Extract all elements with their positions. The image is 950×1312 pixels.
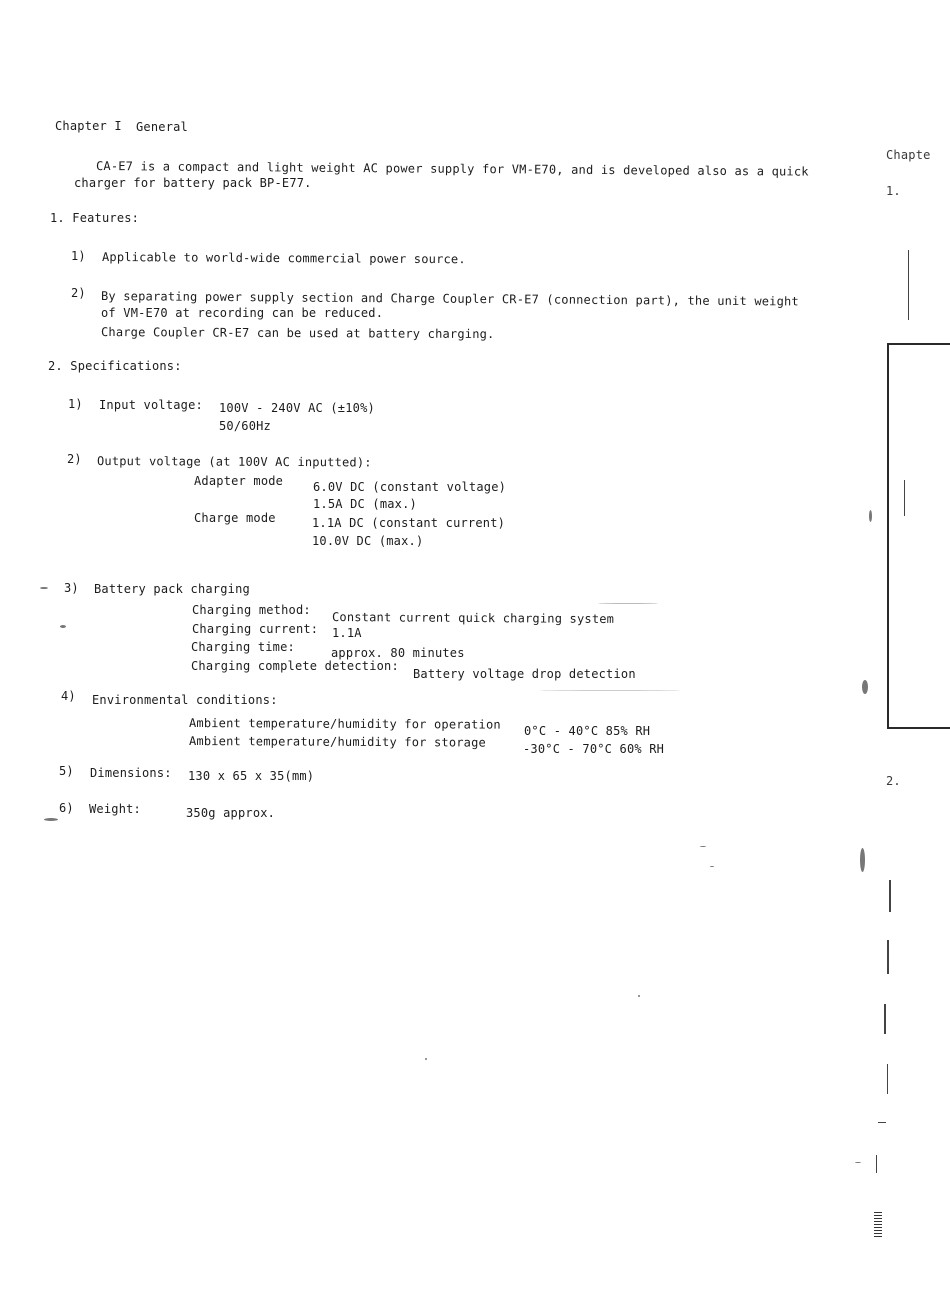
chapter-title: General — [136, 120, 188, 134]
charging-current-value: 1.1A — [332, 626, 362, 640]
edge-number-1: 1. — [886, 184, 901, 198]
features-heading: 1. Features: — [50, 211, 140, 225]
feature-1-text: Applicable to world-wide commercial power source. — [101, 250, 466, 267]
charging-time-value: approx. 80 minutes — [331, 646, 465, 660]
edge-tick-marks — [904, 480, 905, 516]
dimensions-value: 130 x 65 x 35(mm) — [188, 769, 315, 783]
charge-mode-label: Charge mode — [194, 511, 276, 525]
charging-method-value: Constant current quick charging system — [331, 610, 615, 626]
input-voltage-label: Input voltage: — [99, 398, 203, 412]
feature-2-line-3: Charge Coupler CR-E7 can be used at battery charging. — [100, 325, 495, 342]
scan-speck — [40, 587, 48, 589]
edge-frame — [887, 343, 950, 729]
output-voltage-label: Output voltage (at 100V AC inputted): — [96, 454, 372, 470]
weight-value: 350g approx. — [186, 806, 276, 820]
specs-heading: 2. Specifications: — [48, 359, 182, 373]
adapter-mode-voltage: 6.0V DC (constant voltage) — [313, 480, 507, 494]
edge-bracket — [884, 1004, 886, 1034]
chapter-label: Chapter I — [55, 119, 122, 133]
edge-bracket — [889, 880, 891, 912]
input-voltage-value: 100V - 240V AC (±10%) — [219, 401, 375, 415]
scan-speck — [598, 603, 658, 604]
operation-conditions-label: Ambient temperature/humidity for operation — [188, 716, 501, 732]
adapter-mode-current: 1.5A DC (max.) — [313, 497, 417, 511]
scan-speck — [700, 846, 706, 847]
edge-bracket — [887, 940, 889, 974]
edge-tick-marks — [908, 250, 909, 320]
edge-chapter-fragment: Chapte — [886, 148, 931, 162]
feature-2-line-1: By separating power supply section and Charge Coupler CR-E7 (connection part), the unit weight — [100, 289, 799, 309]
spec-6-number: 6) — [59, 801, 74, 815]
scan-speck — [862, 680, 868, 694]
charging-time-label: Charging time: — [191, 640, 295, 654]
charging-detection-label: Charging complete detection: — [191, 659, 399, 673]
spec-1-number: 1) — [68, 397, 83, 411]
spec-5-number: 5) — [59, 764, 74, 778]
weight-label: Weight: — [89, 802, 141, 816]
scan-speck — [638, 995, 640, 997]
operation-conditions-value: 0°C - 40°C 85% RH — [524, 724, 651, 738]
charging-detection-value: Battery voltage drop detection — [413, 667, 636, 681]
scan-speck — [44, 818, 58, 821]
scan-speck — [540, 690, 680, 691]
charge-mode-current: 1.1A DC (constant current) — [312, 516, 506, 530]
edge-bracket — [878, 1122, 886, 1123]
spec-4-number: 4) — [61, 689, 76, 703]
feature-2-line-2: of VM-E70 at recording can be reduced. — [101, 306, 384, 320]
environmental-label: Environmental conditions: — [92, 693, 278, 707]
dimensions-label: Dimensions: — [90, 766, 172, 780]
scan-speck — [869, 510, 872, 522]
scan-speck — [425, 1058, 427, 1060]
edge-barcode-mark — [874, 1212, 882, 1238]
input-frequency-value: 50/60Hz — [219, 419, 271, 433]
intro-line-2: charger for battery pack BP-E77. — [74, 176, 312, 190]
charging-current-label: Charging current: — [192, 622, 319, 636]
battery-charging-label: Battery pack charging — [94, 582, 250, 596]
spec-3-number: 3) — [64, 581, 79, 595]
charge-mode-voltage: 10.0V DC (max.) — [312, 534, 424, 548]
intro-line-1: CA-E7 is a compact and light weight AC power supply for VM-E70, and is developed also as a quick — [95, 159, 809, 179]
storage-conditions-label: Ambient temperature/humidity for storage — [188, 734, 487, 750]
edge-bracket — [887, 1064, 888, 1094]
feature-1-number: 1) — [71, 249, 86, 263]
adapter-mode-label: Adapter mode — [194, 474, 284, 488]
scan-speck — [60, 625, 66, 628]
spec-2-number: 2) — [67, 452, 82, 466]
charging-method-label: Charging method: — [192, 603, 311, 617]
edge-number-2: 2. — [886, 774, 901, 788]
edge-bracket — [876, 1155, 877, 1173]
scan-speck — [710, 866, 714, 867]
scan-speck — [860, 848, 865, 872]
feature-2-number: 2) — [71, 286, 86, 300]
scan-speck — [855, 1162, 861, 1163]
storage-conditions-value: -30°C - 70°C 60% RH — [523, 742, 665, 756]
